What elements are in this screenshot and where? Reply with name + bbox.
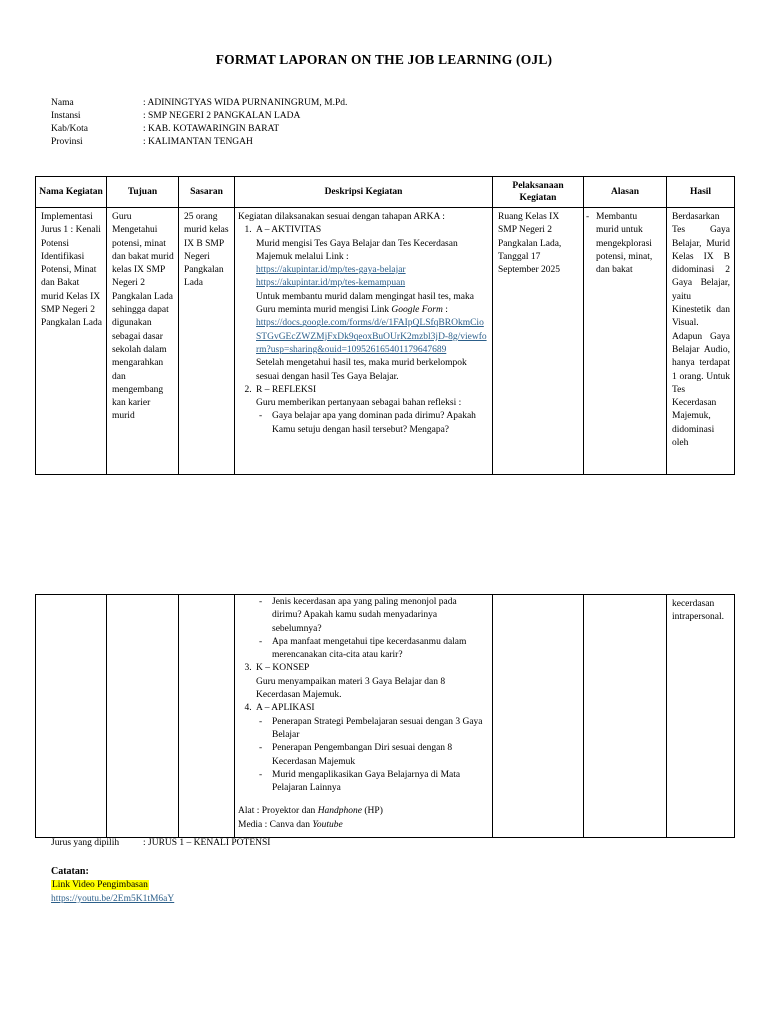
cell-sasaran: 25 orang murid kelas IX B SMP Negeri Pangkalan Lada bbox=[179, 208, 235, 475]
table-row bbox=[36, 595, 735, 838]
identity-value: : SMP NEGERI 2 PANGKALAN LADA bbox=[143, 111, 301, 121]
cell-hasil: kecerdasan intrapersonal. bbox=[667, 595, 735, 838]
arka-step-aplikasi: 4. A – APLIKASI - Penerapan Strategi Pembelajaran sesuai dengan 3 Gaya Belajar - Penerapan Pengembangan Diri sesuai dengan 8 Kecerdasan Majemuk - Murid mengaplikasikan Gaya Belajarnya di Mata Pelajaran Lainnya bbox=[254, 702, 488, 795]
aktivitas-followup: Setelah mengetahui hasil tes, maka murid berkelompok sesuai dengan hasil Tes Gaya Belajar. bbox=[256, 358, 467, 382]
identity-value: : KAB. KOTAWARINGIN BARAT bbox=[143, 124, 280, 134]
video-label-highlight: Link Video Pengimbasan bbox=[52, 880, 148, 890]
aplikasi-item: - Penerapan Strategi Pembelajaran sesuai dengan 3 Gaya Belajar bbox=[272, 716, 488, 743]
identity-value: : ADININGTYAS WIDA PURNANINGRUM, M.Pd. bbox=[143, 98, 348, 108]
aplikasi-item: - Murid mengaplikasikan Gaya Belajarnya di Mata Pelajaran Lainnya bbox=[272, 769, 488, 796]
arka-step-aktivitas: 1. A – AKTIVITAS Murid mengisi Tes Gaya Belajar dan Tes Kecerdasan Majemuk melalui Link : https://akupintar.id/mp/tes-gaya-belajar https://akupintar.id/mp/tes-kemampuan Untuk membantu murid dalam mengingat hasil tes, maka Guru meminta murid mengisi Link Google Form : https://docs.google.com/forms/d/e/1FAIpQLSfqBROkmCioSTGvGEcZWZMjFxDk9qeoxBuOUrK2mzbl3jD-8g/viewform?usp=sharing&ouid=109526165401179647689 Setelah mengetahui hasil tes, maka murid berkelompok sesuai dengan hasil Tes Gaya Belajar. bbox=[254, 224, 488, 384]
identity-label: Nama bbox=[51, 98, 74, 108]
cell-tujuan bbox=[107, 595, 179, 838]
arka-step-refleksi-cont bbox=[254, 596, 488, 662]
aplikasi-item: - Penerapan Pengembangan Diri sesuai dengan 8 Kecerdasan Majemuk bbox=[272, 742, 488, 769]
jurus-value: : JURUS 1 – KENALI POTENSI bbox=[143, 838, 271, 848]
identity-row-provinsi bbox=[51, 136, 347, 149]
report-table-part2 bbox=[35, 594, 735, 838]
catatan-label: Catatan: bbox=[51, 866, 89, 877]
cell-alasan bbox=[584, 595, 667, 838]
report-table-part1 bbox=[35, 176, 735, 475]
header-deskripsi: Deskripsi Kegiatan bbox=[235, 177, 493, 208]
cell-deskripsi bbox=[235, 208, 493, 475]
identity-row-nama bbox=[51, 97, 347, 110]
jurus-line bbox=[51, 838, 270, 848]
arka-step-konsep: 3. K – KONSEP Guru menyampaikan materi 3 Gaya Belajar dan 8 Kecerdasan Majemuk. bbox=[254, 662, 488, 702]
identity-block bbox=[51, 97, 347, 149]
jurus-label: Jurus yang dipilih bbox=[51, 838, 120, 848]
cell-nama: Implementasi Jurus 1 : Kenali Potensi Identifikasi Potensi, Minat dan Bakat murid Kelas IX SMP Negeri 2 Pangkalan Lada bbox=[36, 208, 107, 475]
header-nama-kegiatan: Nama Kegiatan bbox=[36, 177, 107, 208]
header-alasan: Alasan bbox=[584, 177, 667, 208]
cell-nama bbox=[36, 595, 107, 838]
cell-deskripsi bbox=[235, 595, 493, 838]
arka-step-refleksi: 2. R – REFLEKSI Guru memberikan pertanyaan sebagai bahan refleksi : - Gaya belajar apa yang dominan pada dirimu? Apakah Kamu setuju dengan hasil tersebut? Mengapa? bbox=[254, 384, 488, 437]
cell-sasaran bbox=[179, 595, 235, 838]
identity-value: : KALIMANTAN TENGAH bbox=[143, 137, 253, 147]
media-line: Media : Canva dan Youtube bbox=[238, 819, 343, 830]
google-form-text: Untuk membantu murid dalam mengingat hasil tes, maka Guru meminta murid mengisi Link Google Form : bbox=[256, 291, 474, 316]
cell-alasan bbox=[584, 208, 667, 475]
link-tes-kemampuan[interactable]: https://akupintar.id/mp/tes-kemampuan bbox=[256, 278, 406, 289]
alasan-text: Membantu murid untuk mengekplorasi potensi, minat, dan bakat bbox=[596, 212, 653, 276]
header-pelaksanaan: Pelaksanaan Kegiatan bbox=[493, 177, 584, 208]
page-title: FORMAT LAPORAN ON THE JOB LEARNING (OJL) bbox=[215, 52, 553, 67]
header-tujuan: Tujuan bbox=[107, 177, 179, 208]
refleksi-intro: Guru memberikan pertanyaan sebagai bahan refleksi : bbox=[256, 398, 462, 409]
table-row bbox=[36, 208, 735, 475]
video-link[interactable]: https://youtu.be/2Em5K1tM6aY bbox=[51, 894, 175, 904]
identity-label: Instansi bbox=[51, 111, 81, 121]
alasan-dash: - bbox=[586, 212, 590, 222]
cell-pelaksanaan bbox=[493, 595, 584, 838]
cell-hasil: Berdasarkan Tes Gaya Belajar, Murid Kelas IX B didominasi 2 Gaya Belajar, yaitu Kinestetik dan Visual. Adapun Gaya Belajar Audio, hanya terdapat 1 orang. Untuk Tes Kecerdasan Majemuk, didominasi oleh bbox=[667, 208, 735, 475]
cell-pelaksanaan: Ruang Kelas IX SMP Negeri 2 Pangkalan Lada, Tanggal 17 September 2025 bbox=[493, 208, 584, 475]
alat-line: Alat : Proyektor dan Handphone (HP) bbox=[238, 806, 383, 817]
cell-tujuan: Guru Mengetahui potensi, minat dan bakat murid kelas IX SMP Negeri 2 Pangkalan Lada sehingga dapat digunakan sebagai dasar sekolah dalam mengarahkan dan mengembang kan karier murid bbox=[107, 208, 179, 475]
identity-row-kabkota bbox=[51, 123, 347, 136]
table-header-row bbox=[36, 177, 735, 208]
konsep-text: Guru menyampaikan materi 3 Gaya Belajar dan 8 Kecerdasan Majemuk. bbox=[256, 676, 446, 701]
refleksi-question: - Apa manfaat mengetahui tipe kecerdasanmu dalam merencanakan cita-cita atau karir? bbox=[272, 636, 488, 663]
identity-row-instansi bbox=[51, 110, 347, 123]
desc-intro: Kegiatan dilaksanakan sesuai dengan tahapan ARKA : bbox=[238, 212, 445, 222]
link-tes-gaya-belajar[interactable]: https://akupintar.id/mp/tes-gaya-belajar bbox=[256, 265, 406, 276]
header-hasil: Hasil bbox=[667, 177, 735, 208]
header-sasaran: Sasaran bbox=[179, 177, 235, 208]
refleksi-question: - Gaya belajar apa yang dominan pada dirimu? Apakah Kamu setuju dengan hasil tersebut? Mengapa? bbox=[272, 410, 488, 437]
refleksi-question: - Jenis kecerdasan apa yang paling menonjol pada dirimu? Apakah kamu sudah menyadarinya sebelumnya? bbox=[272, 596, 488, 636]
link-google-form[interactable]: https://docs.google.com/forms/d/e/1FAIpQLSfqBROkmCioSTGvGEcZWZMjFxDk9qeoxBuOUrK2mzbl3jD-8g/viewform?usp=sharing&ouid=109526165401179647689 bbox=[256, 318, 487, 355]
identity-label: Kab/Kota bbox=[51, 124, 88, 134]
aktivitas-text: Murid mengisi Tes Gaya Belajar dan Tes Kecerdasan Majemuk melalui Link : bbox=[256, 238, 458, 262]
identity-label: Provinsi bbox=[51, 137, 83, 147]
